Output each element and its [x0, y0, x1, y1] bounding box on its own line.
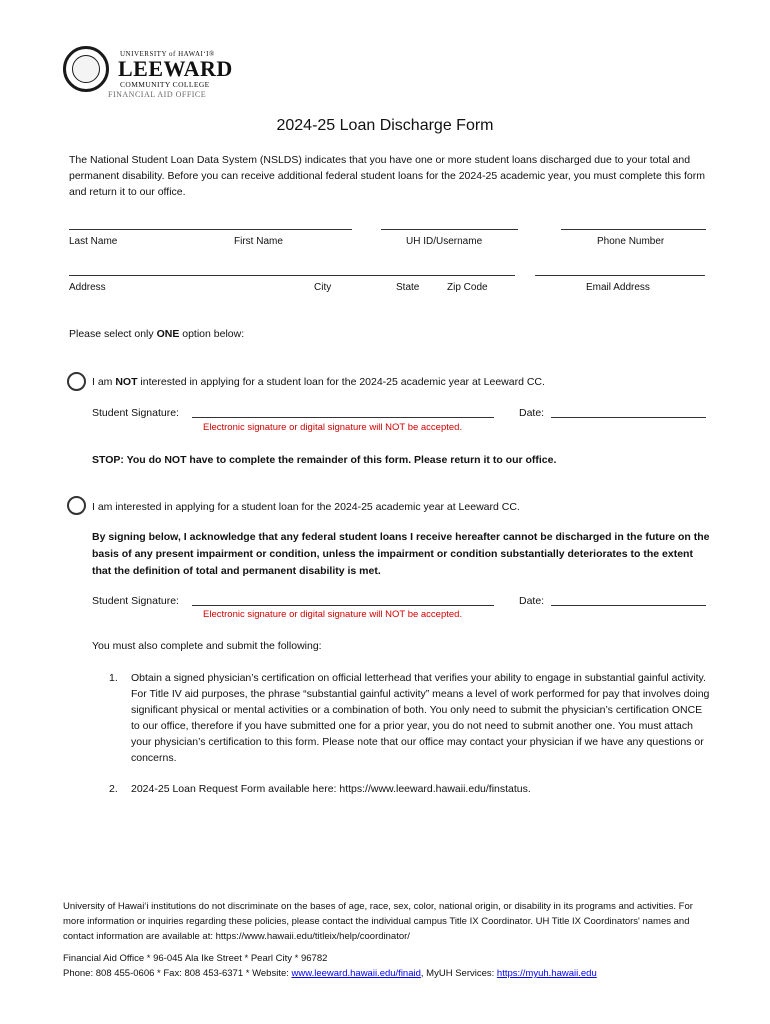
last-name-label: Last Name [69, 236, 118, 247]
uhid-label: UH ID/Username [406, 236, 483, 247]
signature-line-1[interactable] [192, 417, 494, 418]
signature-warning-2: Electronic signature or digital signature will NOT be accepted. [203, 609, 463, 620]
email-line[interactable] [535, 275, 705, 276]
name-line[interactable] [69, 229, 352, 230]
college-name: LEEWARD [118, 56, 233, 81]
list-number-2: 2. [109, 783, 118, 795]
date-line-1[interactable] [551, 417, 706, 418]
email-label: Email Address [586, 282, 650, 293]
select-instruction: Please select only ONE option below: [69, 328, 245, 340]
option-interested-label: I am interested in applying for a student loan for the 2024-25 academic year at Leeward CC. [92, 501, 520, 513]
myuh-link[interactable]: https://myuh.hawaii.edu [496, 968, 597, 979]
option-interested-radio[interactable] [67, 496, 86, 515]
also-submit-heading: You must also complete and submit the following: [92, 640, 322, 652]
intro-paragraph: The National Student Loan Data System (NSLDS) indicates that you have one or more student loans discharged due to your total and permanent disability. Before you can receive additional federal student loans for the 2024-25 academic year, you must complete this form and return it to our office. [69, 154, 705, 198]
date-line-2[interactable] [551, 605, 706, 606]
finaid-website-link[interactable]: www.leeward.hawaii.edu/finaid [291, 968, 421, 979]
contact-line: Phone: 808 455-0606 * Fax: 808 453-6371 * Website: www.leeward.hawaii.edu/finaid, MyUH Services: https://myuh.hawaii.edu [63, 968, 597, 979]
stop-notice: STOP: You do NOT have to complete the remainder of this form. Please return it to our office. [92, 454, 557, 466]
acknowledgement-text: By signing below, I acknowledge that any federal student loans I receive hereafter cannot be discharged in the future on the basis of any present impairment or condition, unless the impairment or condition substantially deteriorates to the extent that the definition of total and permanent disability is met. [92, 531, 710, 577]
signature-warning-1: Electronic signature or digital signature will NOT be accepted. [203, 422, 463, 433]
date-label-2: Date: [519, 595, 545, 607]
office-address: Financial Aid Office * 96-045 Ala Ike Street * Pearl City * 96782 [63, 953, 328, 964]
nondiscrimination-notice: University of Hawaiʻi institutions do not discriminate on the bases of age, race, sex, color, national origin, or disability in its programs and activities. For more information or inquiries regarding these policies, please contact the individual campus Title IX Coordinator. UH Title IX Coordinators' names and contact information are available at: https://www.hawaii.edu/titleix/help/coordinator/ [63, 901, 693, 942]
address-line[interactable] [69, 275, 515, 276]
phone-line[interactable] [561, 229, 706, 230]
page-title: 2024-25 Loan Discharge Form [276, 117, 494, 134]
list-item-physician: Obtain a signed physician’s certification on official letterhead that verifies your ability to engage in substantial gainful activity. For Title IV aid purposes, the phrase “substantial gainful activity” means a level of work performed for pay that involves doing significant physical or mental activities or a combination of both. You only need to submit the physician’s certification ONCE to our office, therefore if you have submitted one for a prior year, you do not need to submit another one. You must attach your physician’s certification to this form. Please note that our office may contact your physician if we have any questions or concerns. [131, 672, 710, 764]
option-not-interested-label: I am NOT interested in applying for a student loan for the 2024-25 academic year at Leeward CC. [92, 376, 545, 388]
office-name: FINANCIAL AID OFFICE [108, 90, 207, 99]
list-number-1: 1. [109, 672, 118, 684]
phone-label: Phone Number [597, 236, 665, 247]
city-label: City [314, 282, 332, 293]
college-seal [63, 46, 109, 92]
state-label: State [396, 282, 420, 293]
college-subtitle: COMMUNITY COLLEGE [120, 80, 210, 89]
first-name-label: First Name [234, 236, 283, 247]
date-label-1: Date: [519, 407, 545, 419]
option-not-interested-radio[interactable] [67, 372, 86, 391]
university-name: UNIVERSITY of HAWAIʻI® [120, 50, 215, 58]
address-label: Address [69, 282, 106, 293]
signature-label-2: Student Signature: [92, 595, 179, 607]
signature-line-2[interactable] [192, 605, 494, 606]
signature-label-1: Student Signature: [92, 407, 179, 419]
zip-label: Zip Code [447, 282, 488, 293]
list-item-loan-request: 2024-25 Loan Request Form available here: https://www.leeward.hawaii.edu/finstatus. [131, 783, 531, 795]
uhid-line[interactable] [381, 229, 518, 230]
